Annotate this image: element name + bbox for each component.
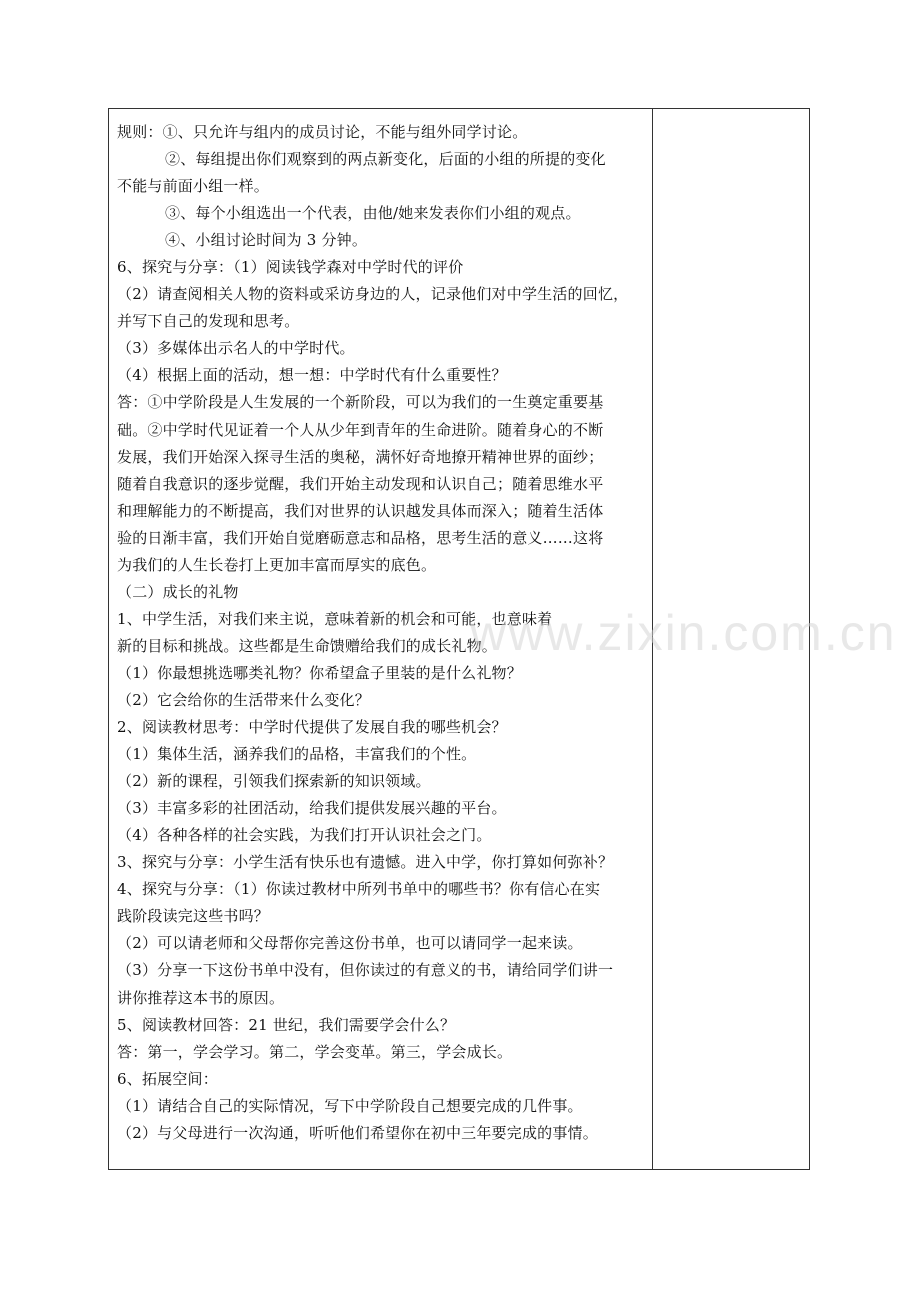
- text-line: 3、探究与分享：小学生活有快乐也有遗憾。进入中学，你打算如何弥补？: [117, 853, 614, 872]
- text-line: 6、拓展空间：: [117, 1069, 218, 1088]
- text-line: （3）多媒体出示名人的中学时代。: [117, 339, 355, 358]
- text-line: 不能与前面小组一样。: [117, 177, 270, 196]
- text-line: （2）新的课程，引领我们探索新的知识领域。: [117, 772, 431, 791]
- text-line: （2）它会给你的生活带来什么变化？: [117, 690, 370, 709]
- text-line: （2）请查阅相关人物的资料或采访身边的人，记录他们对中学生活的回忆，: [117, 285, 629, 304]
- text-line: 础。②中学时代见证着一个人从少年到青年的生命进阶。随着身心的不断: [117, 420, 604, 439]
- column-divider: [652, 109, 653, 1169]
- text-line: 1、中学生活，对我们来主说，意味着新的机会和可能，也意味着: [117, 609, 553, 628]
- text-line: ③、每个小组选出一个代表，由他/她来发表你们小组的观点。: [165, 204, 581, 223]
- text-line: 随着自我意识的逐步觉醒，我们开始主动发现和认识自己；随着思维水平: [117, 474, 604, 493]
- text-line: 新的目标和挑战。这些都是生命馈赠给我们的成长礼物。: [117, 636, 498, 655]
- text-line: ④、小组讨论时间为 3 分钟。: [165, 231, 368, 250]
- text-line: （4）各种各样的社会实践，为我们打开认识社会之门。: [117, 826, 492, 845]
- text-line: 4、探究与分享：（1）你读过教材中所列书单中的哪些书？你有信心在实: [117, 880, 601, 899]
- text-line: 验的日渐丰富，我们开始自觉磨砺意志和品格，思考生活的意义……这将: [117, 528, 604, 547]
- section-heading: （二）成长的礼物: [117, 582, 239, 601]
- text-line: 为我们的人生长卷打上更加丰富而厚实的底色。: [117, 555, 437, 574]
- text-line: 讲你推荐这本书的原因。: [117, 988, 285, 1007]
- main-column: [117, 119, 647, 1147]
- text-line: 和理解能力的不断提高，我们对世界的认识越发具体而深入；随着生活体: [117, 501, 604, 520]
- text-line: （3）丰富多彩的社团活动，给我们提供发展兴趣的平台。: [117, 799, 507, 818]
- watermark: www.zixin.com.cn: [470, 605, 897, 661]
- text-line: （1）你最想挑选哪类礼物？你希望盒子里装的是什么礼物？: [117, 663, 522, 682]
- text-line: 发展，我们开始深入探寻生活的奥秘，满怀好奇地撩开精神世界的面纱；: [117, 447, 604, 466]
- text-line: （2）与父母进行一次沟通，听听他们希望你在初中三年要完成的事情。: [117, 1123, 598, 1142]
- text-line: （4）根据上面的活动，想一想：中学时代有什么重要性？: [117, 366, 507, 385]
- text-line: 6、探究与分享：（1）阅读钱学森对中学时代的评价: [117, 258, 464, 277]
- text-line: 答：①中学阶段是人生发展的一个新阶段，可以为我们的一生奠定重要基: [117, 393, 604, 412]
- document-table: [108, 108, 810, 1170]
- text-line: （3）分享一下这份书单中没有，但你读过的有意义的书，请给同学们讲一: [117, 961, 614, 980]
- text-line: ②、每组提出你们观察到的两点新变化，后面的小组的所提的变化: [165, 150, 606, 169]
- text-line: 答：第一，学会学习。第二，学会变革。第三，学会成长。: [117, 1042, 513, 1061]
- text-line: 并写下自己的发现和思考。: [117, 312, 300, 331]
- text-line: 规则：①、只允许与组内的成员讨论，不能与组外同学讨论。: [117, 123, 528, 141]
- text-line: （1）集体生活，涵养我们的品格，丰富我们的个性。: [117, 745, 477, 764]
- text-line: 践阶段读完这些书吗？: [117, 907, 270, 926]
- text-line: （2）可以请老师和父母帮你完善这份书单，也可以请同学一起来读。: [117, 934, 583, 953]
- notes-column: [654, 109, 809, 1169]
- text-line: 5、阅读教材回答：21 世纪，我们需要学会什么？: [117, 1015, 456, 1034]
- text-line: 2、阅读教材思考：中学时代提供了发展自我的哪些机会？: [117, 718, 507, 737]
- text-line: （1）请结合自己的实际情况，写下中学阶段自己想要完成的几件事。: [117, 1096, 583, 1115]
